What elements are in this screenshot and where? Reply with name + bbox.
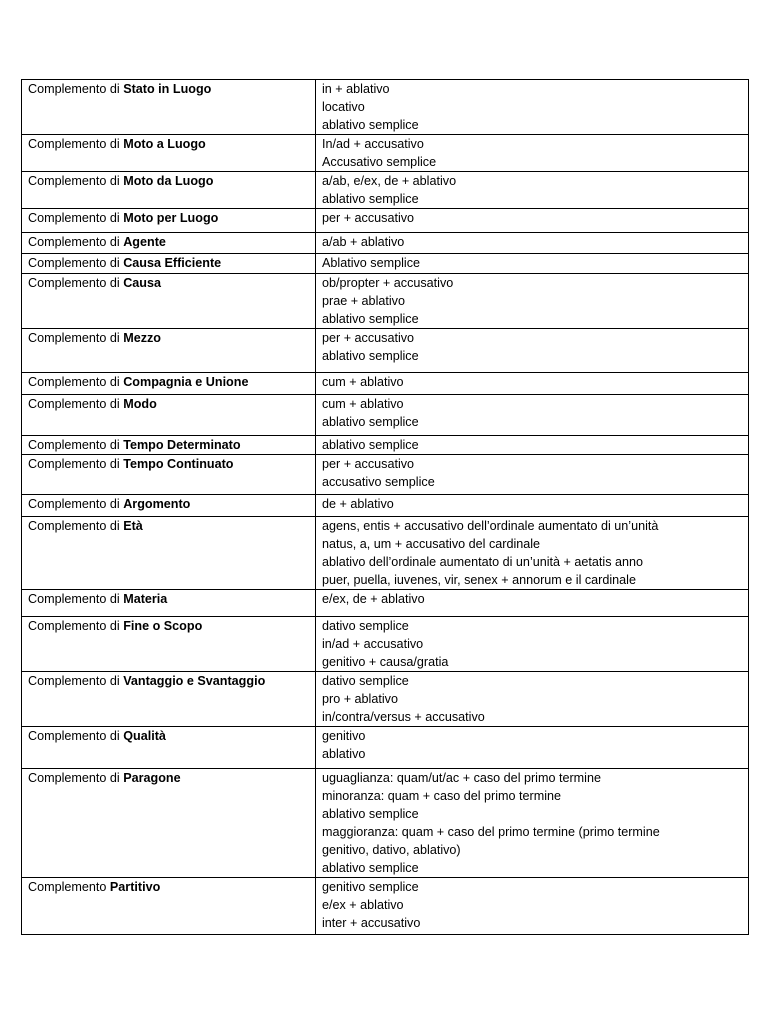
complemento-name: Moto per Luogo (123, 211, 219, 225)
construction-rule: Ablativo semplice (322, 256, 420, 270)
table-row (22, 172, 749, 209)
complementi-table (21, 79, 749, 935)
table-row (22, 373, 749, 395)
construction-rule: dativo semplice (322, 674, 409, 688)
construction-rule: genitivo, dativo, ablativo) (322, 843, 461, 857)
table-row (22, 254, 749, 274)
construction-rule: puer, puella, iuvenes, vir, senex + annorum e il cardinale (322, 573, 636, 587)
complemento-prefix: Complemento di (28, 82, 124, 96)
construction-rule: ablativo semplice (322, 438, 419, 452)
construction-rule: genitivo (322, 729, 366, 743)
construction-cell (316, 455, 749, 495)
construction-rule: natus, a, um + accusativo del cardinale (322, 537, 541, 551)
construction-rule: ablativo semplice (322, 349, 419, 363)
complemento-prefix: Complemento di (28, 397, 124, 411)
construction-rule: ablativo semplice (322, 118, 419, 132)
complemento-name-cell (22, 209, 316, 233)
construction-cell (316, 233, 749, 254)
construction-rule: prae + ablativo (322, 294, 405, 308)
construction-cell (316, 80, 749, 135)
construction-rule: uguaglianza: quam/ut/ac + caso del primo termine (322, 771, 601, 785)
table-row (22, 80, 749, 135)
construction-cell (316, 517, 749, 590)
construction-rule: ablativo semplice (322, 807, 419, 821)
construction-rule: genitivo semplice (322, 880, 419, 894)
complemento-name-cell (22, 455, 316, 495)
construction-rule: ablativo dell’ordinale aumentato di un’unità + aetatis anno (322, 555, 644, 569)
construction-rule: per + accusativo (322, 331, 415, 345)
complemento-name-cell (22, 436, 316, 455)
construction-cell (316, 878, 749, 935)
complemento-name: Vantaggio e Svantaggio (123, 674, 266, 688)
table-row (22, 329, 749, 373)
complemento-name-cell (22, 254, 316, 274)
complemento-name: Modo (123, 397, 157, 411)
construction-cell (316, 617, 749, 672)
complemento-prefix: Complemento di (28, 592, 124, 606)
construction-rule: a/ab + ablativo (322, 235, 405, 249)
table-row (22, 455, 749, 495)
complemento-name-cell (22, 172, 316, 209)
complemento-name: Tempo Determinato (123, 438, 241, 452)
complemento-name-cell (22, 878, 316, 935)
complementi-table-body (22, 80, 749, 935)
construction-rule: pro + ablativo (322, 692, 398, 706)
table-row (22, 878, 749, 935)
complemento-prefix: Complemento (28, 880, 110, 894)
construction-cell (316, 172, 749, 209)
construction-rule: maggioranza: quam + caso del primo termine (primo termine (322, 825, 660, 839)
table-row (22, 135, 749, 172)
construction-cell (316, 495, 749, 517)
construction-rule: per + accusativo (322, 211, 415, 225)
complemento-name: Mezzo (123, 331, 161, 345)
complemento-prefix: Complemento di (28, 497, 124, 511)
complemento-name-cell (22, 617, 316, 672)
construction-rule: inter + accusativo (322, 916, 421, 930)
construction-cell (316, 329, 749, 373)
table-row (22, 274, 749, 329)
table-row (22, 395, 749, 436)
construction-rule: per + accusativo (322, 457, 415, 471)
construction-rule: Accusativo semplice (322, 155, 437, 169)
construction-rule: in + ablativo (322, 82, 390, 96)
complemento-name-cell (22, 590, 316, 617)
construction-cell (316, 769, 749, 878)
complemento-prefix: Complemento di (28, 619, 124, 633)
table-row (22, 617, 749, 672)
complemento-prefix: Complemento di (28, 331, 124, 345)
construction-rule: de + ablativo (322, 497, 394, 511)
construction-rule: ablativo semplice (322, 861, 419, 875)
complemento-prefix: Complemento di (28, 519, 124, 533)
complemento-prefix: Complemento di (28, 729, 124, 743)
construction-rule: cum + ablativo (322, 397, 404, 411)
complemento-name: Qualità (123, 729, 166, 743)
table-row (22, 517, 749, 590)
construction-rule: ob/propter + accusativo (322, 276, 454, 290)
construction-rule: ablativo semplice (322, 415, 419, 429)
complemento-prefix: Complemento di (28, 256, 124, 270)
construction-rule: genitivo + causa/gratia (322, 655, 449, 669)
construction-rule: in/ad + accusativo (322, 637, 424, 651)
complemento-prefix: Complemento di (28, 375, 124, 389)
complemento-prefix: Complemento di (28, 174, 124, 188)
construction-cell (316, 395, 749, 436)
table-row (22, 209, 749, 233)
complemento-name: Fine o Scopo (123, 619, 203, 633)
complemento-name-cell (22, 329, 316, 373)
construction-rule: In/ad + accusativo (322, 137, 424, 151)
construction-rule: e/ex + ablativo (322, 898, 404, 912)
table-row (22, 727, 749, 769)
table-row (22, 495, 749, 517)
construction-rule: locativo (322, 100, 365, 114)
table-row (22, 769, 749, 878)
complemento-name: Causa (123, 276, 162, 290)
construction-cell (316, 727, 749, 769)
complemento-name: Agente (123, 235, 166, 249)
complemento-name: Età (123, 519, 143, 533)
complemento-name: Moto a Luogo (123, 137, 206, 151)
complemento-name: Compagnia e Unione (123, 375, 249, 389)
construction-cell (316, 590, 749, 617)
construction-rule: ablativo semplice (322, 192, 419, 206)
construction-rule: a/ab, e/ex, de + ablativo (322, 174, 457, 188)
construction-rule: ablativo semplice (322, 312, 419, 326)
complemento-name-cell (22, 517, 316, 590)
construction-rule: e/ex, de + ablativo (322, 592, 425, 606)
complemento-prefix: Complemento di (28, 438, 124, 452)
complemento-name: Materia (123, 592, 168, 606)
table-row (22, 233, 749, 254)
complemento-name: Paragone (123, 771, 181, 785)
complemento-name-cell (22, 395, 316, 436)
construction-rule: agens, entis + accusativo dell’ordinale aumentato di un’unità (322, 519, 659, 533)
construction-rule: ablativo (322, 747, 366, 761)
construction-rule: cum + ablativo (322, 375, 404, 389)
construction-cell (316, 672, 749, 727)
construction-rule: dativo semplice (322, 619, 409, 633)
complemento-name-cell (22, 769, 316, 878)
complemento-name-cell (22, 274, 316, 329)
complemento-prefix: Complemento di (28, 276, 124, 290)
construction-rule: accusativo semplice (322, 475, 435, 489)
table-row (22, 436, 749, 455)
complemento-name-cell (22, 80, 316, 135)
complemento-name-cell (22, 373, 316, 395)
construction-rule: in/contra/versus + accusativo (322, 710, 485, 724)
complemento-name: Partitivo (109, 880, 161, 894)
table-row (22, 672, 749, 727)
complemento-name: Stato in Luogo (123, 82, 212, 96)
table-row (22, 590, 749, 617)
complemento-name: Argomento (123, 497, 191, 511)
complemento-prefix: Complemento di (28, 457, 124, 471)
complemento-prefix: Complemento di (28, 771, 124, 785)
construction-cell (316, 436, 749, 455)
construction-cell (316, 274, 749, 329)
complemento-name-cell (22, 727, 316, 769)
complemento-prefix: Complemento di (28, 211, 124, 225)
construction-cell (316, 373, 749, 395)
complemento-name-cell (22, 233, 316, 254)
construction-cell (316, 135, 749, 172)
complemento-name-cell (22, 495, 316, 517)
construction-rule: minoranza: quam + caso del primo termine (322, 789, 562, 803)
complemento-name-cell (22, 672, 316, 727)
complemento-prefix: Complemento di (28, 235, 124, 249)
complemento-name: Causa Efficiente (123, 256, 222, 270)
construction-cell (316, 209, 749, 233)
complemento-prefix: Complemento di (28, 137, 124, 151)
complemento-name: Tempo Continuato (123, 457, 234, 471)
construction-cell (316, 254, 749, 274)
complemento-name: Moto da Luogo (123, 174, 214, 188)
complemento-prefix: Complemento di (28, 674, 124, 688)
complemento-name-cell (22, 135, 316, 172)
